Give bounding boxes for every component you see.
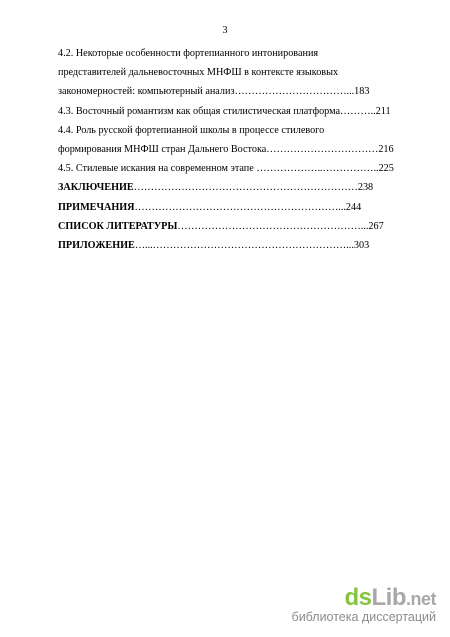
toc-page-number: 267 [368, 220, 384, 232]
toc-chapter-label: ПРИМЕЧАНИЯ [58, 201, 135, 213]
table-of-contents [58, 44, 410, 255]
logo-lib: Lib [371, 583, 406, 611]
toc-line: формирования МНФШ стран Дальнего Востока……………………………216 [58, 144, 394, 156]
toc-leader: ……………………………………………………... [134, 201, 346, 213]
toc-page-number: 303 [353, 240, 370, 252]
toc-line: 4.5. Стилевые искания на современном этапе ………………..……………..225 [58, 163, 394, 175]
toc-chapter-notes [58, 198, 410, 217]
toc-line: 4.3. Восточный романтизм как общая стилистическая платформа………..211 [58, 105, 391, 117]
toc-chapter-bibliography [58, 217, 410, 236]
dslib-logo [292, 583, 436, 611]
toc-leader: ………………………………………………………… [133, 182, 358, 194]
watermark-subtitle: библиотека диссертаций [291, 609, 436, 624]
toc-leader: ………………………………………………... [177, 220, 369, 232]
page-number: 3 [222, 25, 228, 36]
toc-line: 4.4. Роль русской фортепианной школы в процессе стилевого [58, 124, 325, 136]
logo-net: .net [405, 588, 436, 609]
toc-page-number: 238 [357, 182, 374, 194]
toc-line: представителей дальневосточных МНФШ в контексте языковых [58, 67, 339, 79]
toc-chapter-conclusion [58, 178, 410, 197]
dslib-watermark [291, 583, 436, 624]
toc-chapter-label: ЗАКЛЮЧЕНИЕ [58, 182, 134, 194]
toc-page-number: 244 [345, 201, 362, 213]
toc-leader: …...…………………………………………………... [134, 240, 354, 252]
toc-chapter-label: ПРИЛОЖЕНИЕ [58, 240, 135, 252]
toc-line: 4.2. Некоторые особенности фортепианного интонирования [58, 48, 319, 59]
toc-line: закономерностей: компьютерный анализ……………………………...183 [58, 86, 370, 98]
logo-ds: ds [344, 583, 372, 611]
toc-chapter-label: СПИСОК ЛИТЕРАТУРЫ [58, 220, 178, 232]
toc-chapter-appendix [58, 236, 410, 255]
